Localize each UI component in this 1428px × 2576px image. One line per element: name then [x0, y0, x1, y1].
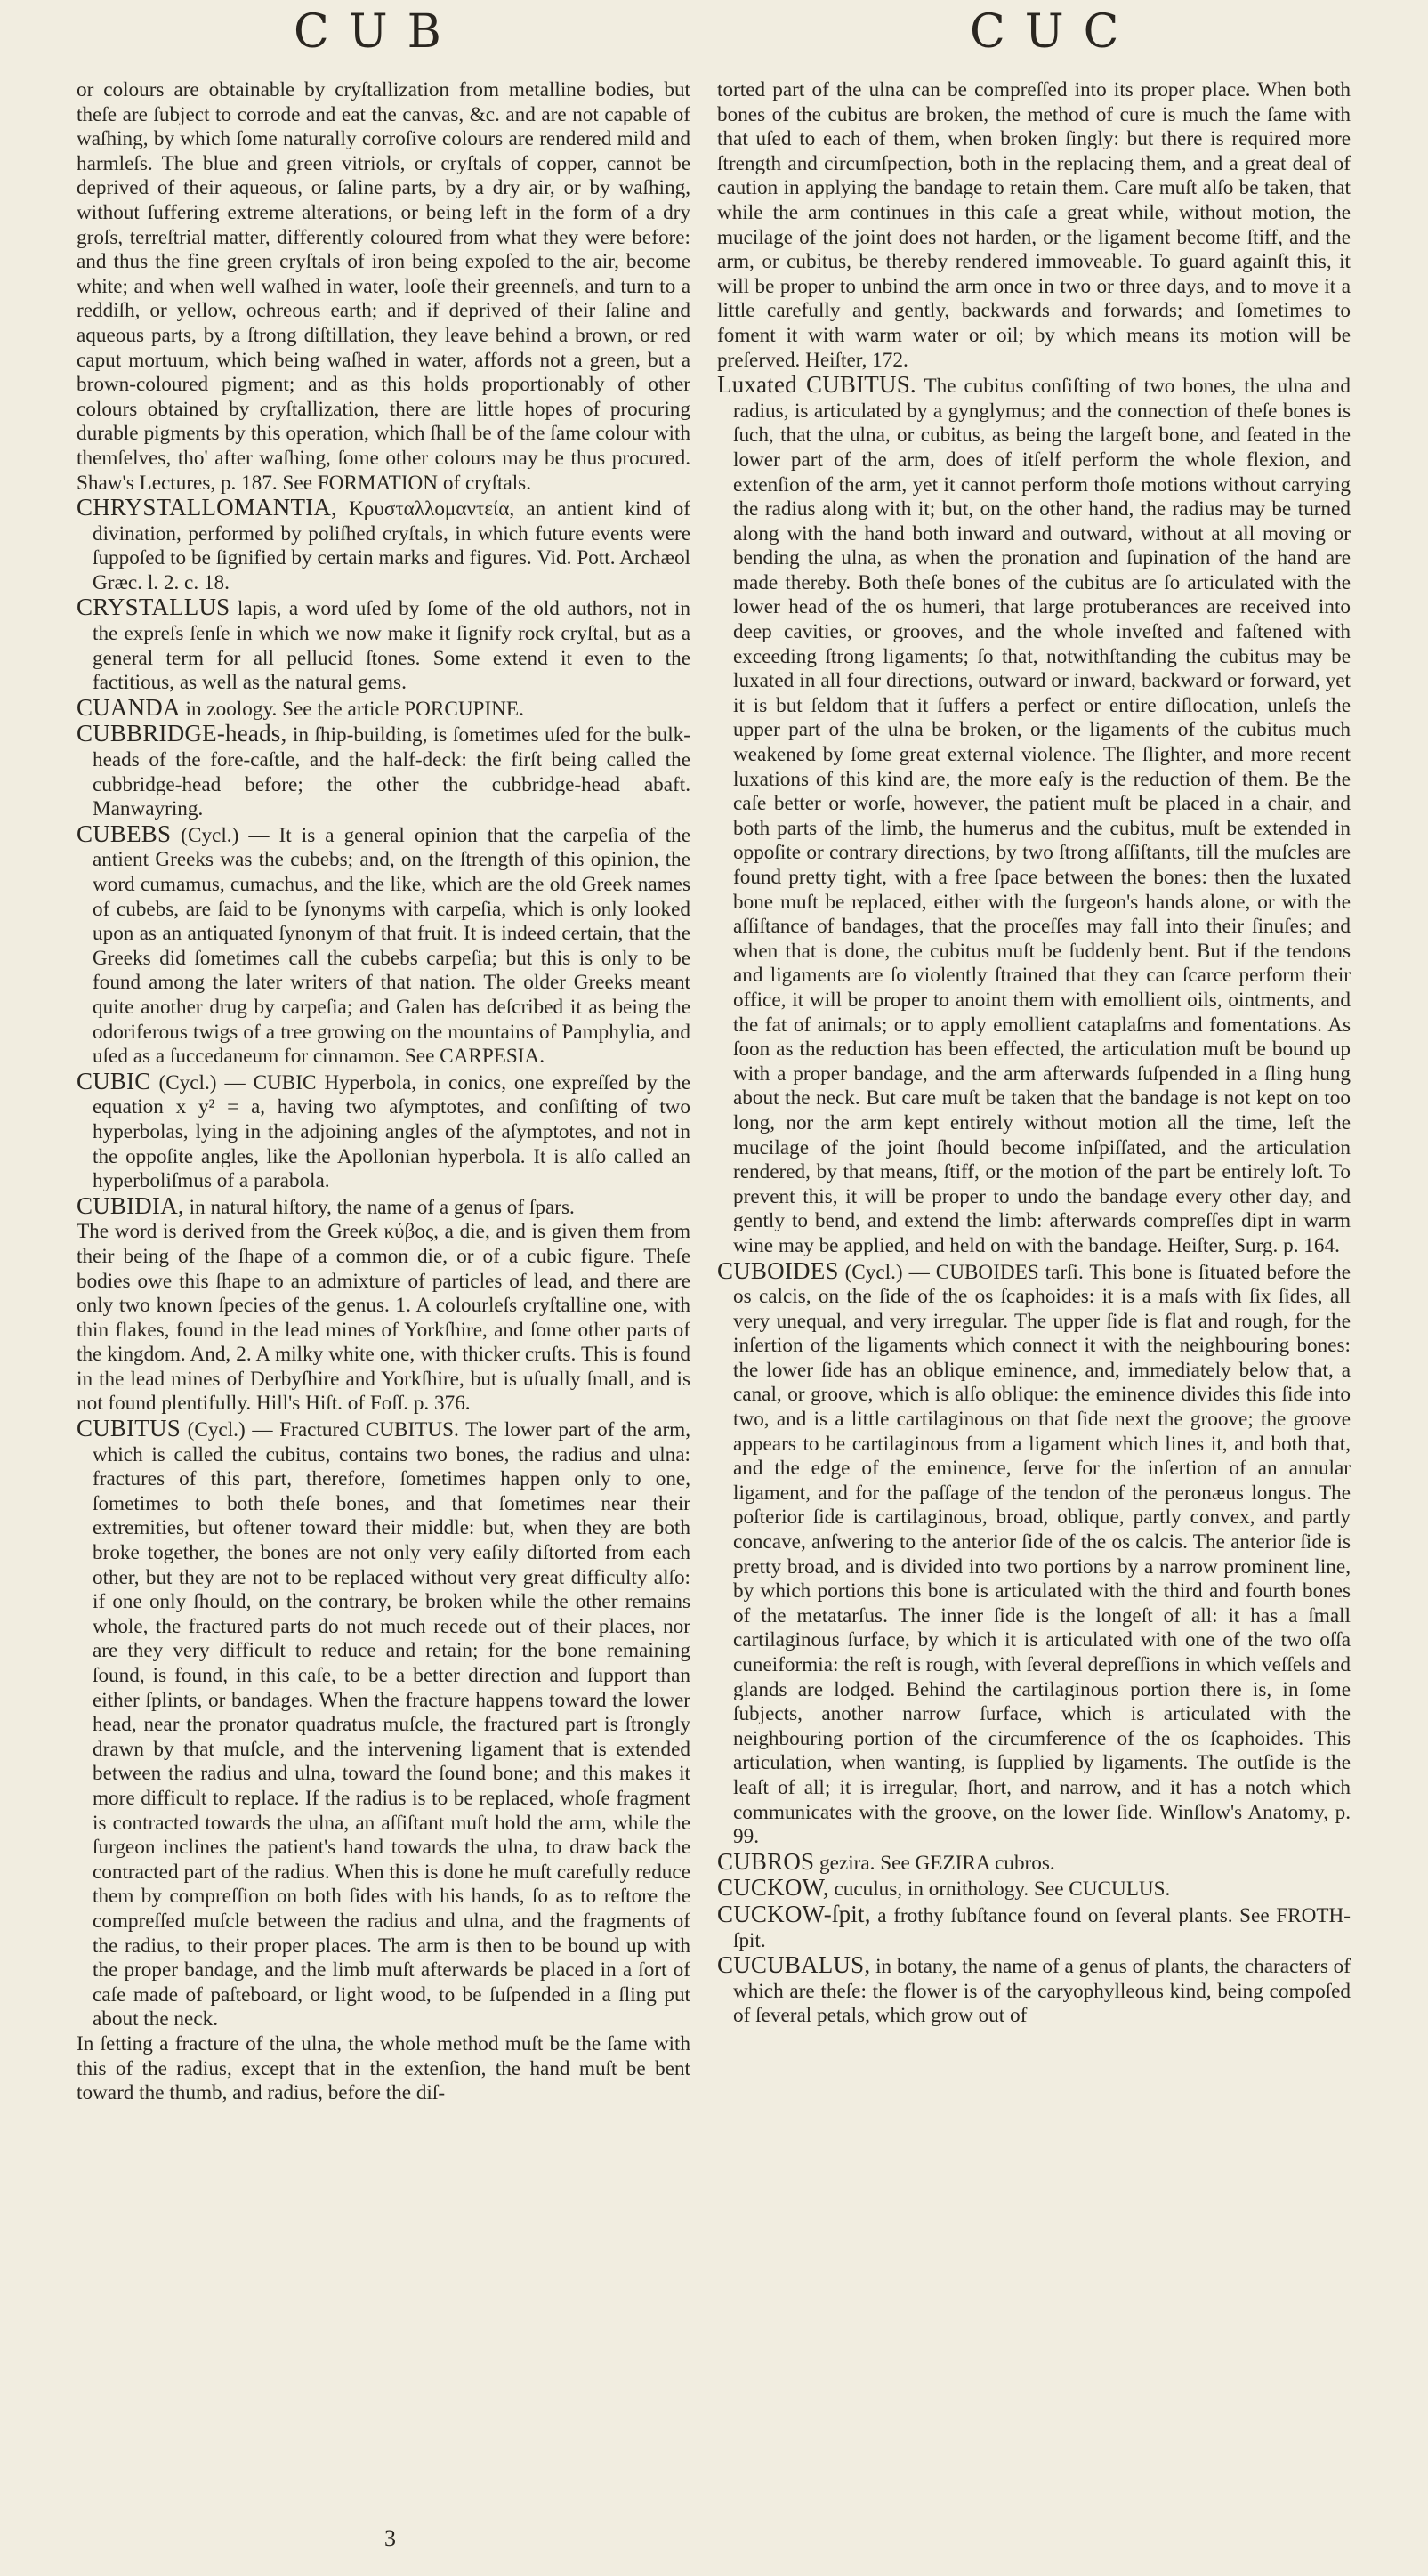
entry-headword: CUBOIDES: [717, 1256, 839, 1284]
entry-headword: CRYSTALLUS: [77, 594, 230, 621]
dictionary-entry: [77, 1067, 690, 1194]
left-running-title: CUB: [294, 5, 461, 59]
entry-headword: CUCKOW,: [717, 1874, 829, 1902]
entry-text: (Cycl.) — Fractured CUBITUS. The lower part of the arm, which is called the cubitus, contains two bones, the radius and ulna: fractures of this part, therefore, ſometimes happen only to one, ſometimes to both theſe bones, and that ſometimes near their extremities, but oftener toward their middle: but, when they are both broke together, the bones are not only very eaſily diſtorted from each other, but they are not to be replaced without very great difficulty alſo: if one only ſhould, on the contrary, be broken while the other remains whole, the fractured parts do not much recede out of their places, nor are they very difficult to reduce and retain; for the bone remaining ſound, is found, in this caſe, to be a better direction and ſupport than either ſplints, or bandages. When the fracture happens toward the lower head, near the pronator quadratus muſcle, the fractured part is ſtrongly drawn by that muſcle, and the intervening ligament that is extended between the radius and ulna, toward the ſound bone; and this makes it more difficult to replace. If the radius is to be replaced, whoſe fragment is contracted towards the ulna, an aſſiſtant muſt hold the arm, while the ſurgeon inclines the patient's hand towards the ulna, to draw back the contracted part of the radius. When this is done he muſt carefully reduce them by compreſſion on both ſides with his hands, ſo as to reſtore the compreſſed muſcle between the radius and ulna, and the fragments of the radius, to their proper places. The arm is then to be bound up with the proper bandage, and the limb muſt afterwards be placed in a ſort of caſe made of paſteboard, or light wood, to be ſuſpended in a ſling put about the neck.: [93, 1418, 690, 2031]
entry-text: cuculus, in ornithology. See CUCULUS.: [828, 1877, 1171, 1902]
entry-text: Κρυσταλλομαντεία, an antient kind of divination, performed by poliſhed cryſtals, in which future events were ſuppoſed to be ſignified by certain marks and figures. Vid. Pott. Archæol Græc. l. 2. c. 18.: [93, 497, 690, 594]
entry-text: In ſetting a fracture of the ulna, the whole method muſt be the ſame with this of the radius, except that in the extenſion, the hand muſt be bent toward the thumb, and radius, before the diſ-: [77, 2031, 690, 2105]
entry-text: (Cycl.) — It is a general opinion that the carpeſia of the antient Greeks was the cubebs; and, on the ſtrength of this opinion, the word cumamus, cumachus, and the like, which are the old Greek names of cubebs, are ſaid to be ſynonyms with carpeſia, which is only looked upon as an antiquated ſynonym of that fruit. It is indeed certain, that the Greeks did ſometimes call the cubebs carpeſia; but this is only to be found among the later writers of that nation. The older Greeks meant quite another drug by carpeſia; and Galen has deſcribed it as being the odoriferous twigs of a tree growing on the mountains of Pamphylia, and uſed as a ſuccedaneum for cinnamon. See CARPESIA.: [93, 823, 690, 1069]
entry-headword: CUBIDIA,: [77, 1191, 184, 1219]
entry-continuation: [77, 2032, 690, 2106]
entry-headword: CUANDA: [77, 693, 181, 721]
entry-text: The word is derived from the Greek κύβος, a die, and is given them from their being of the ſhape of a common die, or of a cubic figure. Theſe bodies owe this ſhape to an admixture of particles of lead, and there are only two known ſpecies of the genus. 1. A colourleſs cryſtalline one, with thin flakes, found in the lead mines of Yorkſhire, and ſome other parts of the kingdom. And, 2. A milky white one, with thicker cruſts. This is found in the lead mines of Derbyſhire and Yorkſhire, but is uſually ſmall, and is not found plentifully. Hill's Hiſt. of Foſſ. p. 376.: [77, 1220, 690, 1416]
running-header: [0, 5, 1428, 68]
dictionary-entry: [77, 693, 690, 723]
entry-text: gezira. See GEZIRA cubros.: [814, 1851, 1055, 1875]
dictionary-entry: [717, 1847, 1351, 1877]
dictionary-entry: [77, 496, 690, 595]
entry-headword: CUBITUS: [77, 1415, 181, 1442]
entry-headword: CUCKOW-ſpit,: [717, 1900, 871, 1927]
entry-text: in natural hiſtory, the name of a genus of ſpars.: [183, 1195, 575, 1219]
dictionary-entry: [77, 822, 690, 1070]
entry-continuation: [77, 78, 690, 496]
left-column: [77, 78, 690, 2516]
dictionary-entry: [77, 595, 690, 695]
dictionary-entry: [717, 1902, 1351, 1953]
dictionary-entry: [717, 1953, 1351, 2029]
entry-headword: CUCUBALUS,: [717, 1951, 871, 1979]
entry-text: in zoology. See the article PORCUPINE.: [180, 697, 524, 721]
entry-headword: CUBEBS: [77, 820, 172, 847]
entry-headword: CHRYSTALLOMANTIA,: [77, 494, 337, 521]
entry-text: in ſhip-building, is ſometimes uſed for the bulk-heads of the fore-caſtle, and the half-deck: the firſt being called the cubbridge-head before; the other the cubbridge-head abaft. Manwayring.: [93, 723, 690, 821]
entry-text: in botany, the name of a genus of plants, the characters of which are theſe: the flower is of the caryophylleous kind, being compoſed of ſeveral petals, which grow out of: [733, 1955, 1351, 2028]
entry-continuation: [77, 1220, 690, 1417]
right-running-title: CUC: [970, 5, 1139, 59]
entry-text: The cubitus conſiſting of two bones, the ulna and radius, is articulated by a gynglymus; and the connection of theſe bones is ſuch, that the ulna, or cubitus, as being the largeſt bone, and ſeated in the lower part of the arm, does of itſelf perform the whole flexion, and extenſion of the arm, yet it cannot perform thoſe motions without carrying the radius along with it; but, on the other hand, the radius may be turned along with the hand both inward and outward, without at all moving or bending the ulna, as when the pronation and ſupination of the hand are made thereby. Both theſe bones of the cubitus are ſo articulated with the lower head of the os humeri, that large protuberances are received into deep cavities, or grooves, and the whole inveſted and faſtened with exceeding ſtrong ligaments; ſo that, notwithſtanding the cubitus may be luxated in all four directions, outward or inward, backward or forward, yet it is but ſeldom that it ſuffers a perfect or entire diſlocation, unleſs the upper part of the ulna be broken, or the ligaments of the cubitus much weakened by ſome great external violence. The ſlighter, and more recent luxations of this kind are, the more eaſy is the reduction of them. Be the caſe better or worſe, however, the patient muſt be placed in a chair, and both parts of the limb, the humerus and the cubitus, muſt be extended in oppoſite or contrary directions, by two ſtrong aſſiſtants, till the muſcles are found pretty tight, with a free ſpace between the bones: then the luxated bone muſt be replaced, either with the ſurgeon's hands alone, or with the aſſiſtance of bandages, that the proceſſes may fall into their ſinuſes; and when that is done, the cubitus muſt be ſuddenly bent. But if the tendons and ligaments are ſo violently ſtrained that they can ſcarce perform their office, it will be proper to anoint them with emollient oils, ointments, and the fat of animals; or to apply emollient cataplaſms and fomentations. As ſoon as the reduction has been effected, the articulation muſt be bound up with a proper bandage, and the arm afterwards ſuſpended in a ſling hung about the neck. But care muſt be taken that the bandage is not kept on too long, nor the arm kept entirely without motion all the time, leſt the mucilage of the joint ſhould become inſpiſſated, and the articulation rendered, by that means, ſtiff, or the motion of the part be entirely loſt. To prevent this, it will be proper to undo the bandage every other day, and gently to bend, and extend the limb: afterwards compreſſes dipt in warm wine may be applied, and held on with the bandage. Heiſter, Surg. p. 164.: [733, 375, 1351, 1257]
entry-text: or colours are obtainable by cryſtallization from metalline bodies, but theſe are ſubject to corrode and eat the canvas, &c. and are not capable of waſhing, by which ſome naturally corroſive colours are rendered mild and harmleſs. The blue and green vitriols, or cryſtals of copper, cannot be deprived of their aqueous, or ſaline parts, by a dry air, or by waſhing, without ſuffering extreme alterations, or being left in the form of a dry groſs, terreſtrial matter, differently coloured from what they were before: and thus the fine green cryſtals of iron being expoſed to the air, become white; and when well waſhed in water, looſe their greenneſs, and turn to a reddiſh, or yellow, ochreous earth; and if deprived of their ſaline and aqueous parts, by a ſtrong diſtillation, they leave behind a brown, or red caput mortuum, which being waſhed in water, affords not a green, but a brown-coloured pigment; and as this holds proportionably of other colours obtained by cryſtallization, there are little hopes of procuring durable pigments by this operation, which ſhall be of the ſame colour with themſelves, tho' after waſhing, ſome other colours may be thus procured. Shaw's Lectures, p. 187. See FORMATION of cryſtals.: [77, 78, 690, 495]
entry-text: lapis, a word uſed by ſome of the old authors, not in the expreſs ſenſe in which we now make it ſignify rock cryſtal, but as a general term for all pellucid ſtones. Some extend it even to the factitious, as well as the natural gems.: [93, 597, 690, 695]
entry-headword: CUBIC: [77, 1067, 151, 1094]
dictionary-entry: [77, 1191, 690, 1221]
dictionary-entry: [717, 1876, 1351, 1902]
entry-text: a frothy ſubſtance found on ſeveral plants. See FROTH-ſpit.: [733, 1903, 1351, 1952]
entry-headword: CUBROS: [717, 1847, 815, 1875]
entry-text: (Cycl.) — CUBIC Hyperbola, in conics, one expreſſed by the equation x y² = a, having two aſymptotes, and conſiſting of two hyperbolas, lying in the adjoining angles of the aſymptotes, and not in the oppoſite angles, like the Apollonian hyperbola. It is alſo called an hyperboliſmus of a parabola.: [93, 1070, 690, 1193]
entry-headword: CUBBRIDGE-heads,: [77, 720, 287, 747]
right-column: [717, 78, 1351, 2516]
entry-text: (Cycl.) — CUBOIDES tarſi. This bone is ſituated before the os calcis, on the ſide of the os ſcaphoides: it is a maſs with ſix ſides, all very unequal, and very irregular. The upper ſide is flat and rough, for the inſertion of the ligaments which connect it with the neighbouring bones: the lower ſide has an oblique eminence, and, immediately below that, a canal, or groove, which is alſo oblique: the eminence divides this ſide into two, and is a little cartilaginous on that ſide next the groove; the groove appears to be cartilaginous from a ligament which lines it, and both that, and the edge of the eminence, ſerve for the inſertion of an annular ligament, and for the paſſage of the tendon of the peronæus longus. The poſterior ſide is cartilaginous, broad, oblique, partly convex, and partly concave, anſwering to the anterior ſide of the os calcis. The anterior ſide is pretty broad, and is divided into two portions by a narrow prominent line, by which portions this bone is articulated with the third and fourth bones of the metatarſus. The inner ſide is the longeſt of all: it has a ſmall cartilaginous ſurface, by which it is articulated with one of the two oſſa cuneiformia: the reſt is rough, with ſeveral depreſſions in which veſſels and glands are lodged. Behind the cartilaginous portion there is, in ſome ſubjects, another narrow ſurface, which is articulated with the neighbouring portion of the circumference of the os ſcaphoides. This articulation, when wanting, is ſupplied by ligaments. The outſide is the leaſt of all; it is irregular, ſhort, and narrow, and it has a notch which communicates with the groove, on the lower ſide. Winſlow's Anatomy, p. 99.: [733, 1260, 1351, 1849]
dictionary-entry: [77, 1417, 690, 2032]
page-number: 3: [384, 2525, 396, 2551]
entry-text: torted part of the ulna can be compreſſed into its proper place. When both bones of the cubitus are broken, the method of cure is much the ſame with that uſed to each of them, when broken ſingly: but there is required more ſtrength and circumſpection, both in the replacing them, and a great deal of caution in applying the bandage to retain them. Care muſt alſo be taken, that while the arm continues in this caſe a great while, without motion, the mucilage of the joint does not harden, or the ligament become ſtiff, and the arm, or cubitus, be thereby rendered immoveable. To guard againſt this, it will be proper to unbind the arm once in two or three days, and to move it a little carefully and gently, backwards and forwards; and ſometimes to foment it with warm water or oil; by which means its motion will be preſerved. Heiſter, 172.: [717, 78, 1351, 372]
entry-headword: Luxated CUBITUS.: [717, 371, 916, 399]
entry-continuation: [717, 78, 1351, 373]
dictionary-entry: [717, 1256, 1351, 1850]
dictionary-entry: [717, 373, 1351, 1258]
dictionary-entry: [77, 722, 690, 821]
